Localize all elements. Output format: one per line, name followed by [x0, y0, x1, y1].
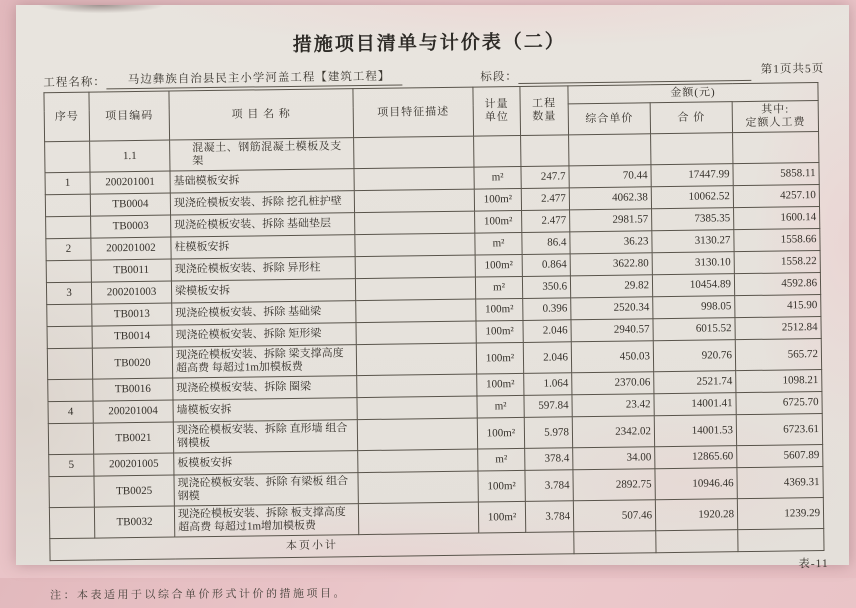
code-cell: 200201002	[91, 237, 171, 260]
name-cell: 梁模板安拆	[171, 279, 355, 303]
qty-cell: 86.4	[522, 232, 570, 255]
feature-cell	[356, 321, 476, 345]
qty-cell: 0.396	[523, 298, 571, 321]
seq-cell	[47, 304, 92, 327]
labor-cost-cell: 1558.66	[734, 229, 820, 252]
feature-cell	[357, 396, 477, 420]
table-body	[45, 132, 824, 561]
total-price-cell: 10062.52	[651, 186, 733, 209]
total-price-cell	[651, 133, 733, 165]
qty-cell: 3.784	[525, 501, 573, 533]
code-cell: 1.1	[90, 140, 170, 172]
name-cell: 板模板安拆	[174, 451, 358, 475]
name-cell: 现浇砼模板安装、拆除 直形墙 组合钢模板	[173, 420, 357, 453]
measures-pricing-table	[43, 82, 824, 561]
seq-cell: 4	[48, 401, 93, 424]
total-price-cell: 12865.60	[655, 446, 737, 469]
labor-cost-cell: 2512.84	[735, 317, 821, 340]
qty-cell: 3.784	[525, 470, 573, 502]
feature-cell	[358, 502, 478, 535]
labor-cost-cell: 1098.21	[736, 370, 822, 393]
feature-cell	[358, 449, 478, 473]
seq-cell	[47, 326, 92, 349]
name-cell: 现浇砼模板安装、拆除 有梁板 组合钢模	[174, 473, 358, 506]
unit-cell: 100m²	[476, 298, 523, 321]
below-table-area	[50, 555, 829, 605]
unit-price-cell: 34.00	[573, 447, 655, 470]
unit-cell: m²	[474, 166, 521, 189]
qty-cell: 247.7	[521, 166, 569, 189]
unit-cell: 100m²	[477, 417, 524, 449]
seq-cell	[48, 423, 93, 455]
total-price-cell: 3130.10	[652, 252, 734, 275]
name-cell: 现浇砼模板安装、拆除 异形柱	[171, 257, 355, 281]
total-price-cell: 10454.89	[652, 274, 734, 297]
total-price-cell: 998.05	[653, 296, 735, 319]
scanned-paper-sheet	[16, 5, 849, 602]
feature-cell	[357, 374, 477, 398]
name-cell: 现浇砼模板安装、拆除 基础垫层	[171, 213, 355, 237]
name-cell: 现浇砼模板安装、拆除 挖孔桩护壁	[170, 191, 354, 215]
bid-section-label: 标段：	[480, 70, 518, 84]
unit-cell: 100m²	[474, 188, 521, 211]
footnote: 注：本表适用于以综合单价形式计价的措施项目。	[50, 587, 348, 602]
unit-price-cell: 70.44	[569, 165, 651, 188]
code-cell: TB0032	[94, 506, 174, 538]
unit-price-cell: 3622.80	[570, 253, 652, 276]
header-unit: 计量 单位	[473, 86, 521, 136]
header-qty: 工程 数量	[520, 86, 569, 136]
code-cell: TB0003	[91, 215, 171, 238]
seq-cell	[49, 476, 94, 508]
name-cell: 柱模板安拆	[171, 235, 355, 259]
code-cell: TB0014	[92, 325, 172, 348]
code-cell: TB0021	[93, 422, 173, 454]
qty-cell: 0.864	[522, 254, 570, 277]
labor-cost-cell: 415.90	[735, 295, 821, 318]
total-price-cell: 1920.28	[655, 499, 737, 531]
code-cell: TB0013	[92, 303, 172, 326]
unit-cell: 100m²	[476, 342, 523, 374]
unit-price-cell: 2940.57	[571, 319, 653, 342]
unit-price-cell: 2342.02	[572, 416, 654, 448]
total-price-cell: 6015.52	[653, 318, 735, 341]
qty-cell: 597.84	[524, 395, 572, 418]
header-amount-group: 金额(元)	[568, 83, 818, 104]
total-price-cell: 7385.35	[652, 208, 734, 231]
name-cell: 现浇砼模板安装、拆除 板支撑高度超高费 每超过1m增加模板费	[174, 504, 358, 537]
name-cell: 现浇砼模板安装、拆除 梁支撑高度超高费 每超过1m加模板费	[172, 345, 356, 378]
total-price-cell: 14001.41	[654, 393, 736, 416]
seq-cell: 2	[46, 238, 91, 261]
name-cell: 现浇砼模板安装、拆除 基础梁	[172, 301, 356, 325]
feature-cell	[355, 277, 475, 301]
unit-price-cell	[569, 134, 651, 166]
project-name-value: 马边彝族自治县民主小学河盖工程【建筑工程】	[106, 68, 403, 90]
unit-cell: 100m²	[478, 470, 525, 502]
unit-cell: 100m²	[475, 210, 522, 233]
project-name-label: 工程名称：	[43, 76, 106, 90]
header-unit-price: 综合单价	[568, 103, 650, 135]
feature-cell	[354, 136, 474, 169]
page-title: 措施项目清单与计价表（二）	[292, 31, 566, 56]
feature-cell	[356, 299, 476, 323]
name-cell: 基础模板安拆	[170, 169, 354, 193]
unit-cell: 100m²	[477, 373, 524, 396]
code-cell: 200201001	[90, 171, 170, 194]
total-price-cell: 10946.46	[655, 468, 737, 500]
qty-cell	[521, 135, 569, 167]
labor-cost-cell: 5858.11	[733, 163, 819, 186]
qty-cell: 350.6	[522, 276, 570, 299]
seq-cell	[49, 507, 94, 539]
labor-cost-cell: 565.72	[735, 339, 821, 371]
qty-cell: 2.477	[521, 188, 569, 211]
feature-cell	[356, 343, 476, 376]
total-price-cell: 14001.53	[654, 415, 736, 447]
total-price-cell: 17447.99	[651, 164, 733, 187]
seq-cell	[47, 348, 92, 380]
total-price-cell: 2521.74	[654, 371, 736, 394]
seq-cell: 3	[46, 282, 91, 305]
header-code: 项目编码	[89, 91, 170, 141]
qty-cell: 2.046	[523, 320, 571, 343]
labor-cost-cell: 1600.14	[734, 207, 820, 230]
form-number: 表-11	[798, 557, 829, 571]
unit-price-cell: 23.42	[572, 394, 654, 417]
labor-cost-cell: 6723.61	[736, 414, 822, 446]
name-cell: 混凝土、钢筋混凝土模板及支架	[170, 138, 354, 171]
labor-cost-cell: 4369.31	[737, 467, 823, 499]
seq-cell	[45, 141, 90, 173]
qty-cell: 1.064	[524, 373, 572, 396]
total-price-cell: 3130.27	[652, 230, 734, 253]
unit-cell: m²	[475, 232, 522, 255]
feature-cell	[355, 233, 475, 257]
labor-cost-cell: 5607.89	[737, 445, 823, 468]
document-content	[12, 0, 852, 602]
feature-cell	[354, 189, 474, 213]
subtotal-unit-price-cell	[574, 531, 656, 554]
unit-cell: 100m²	[475, 254, 522, 277]
meta-spacer	[402, 84, 480, 85]
unit-price-cell: 507.46	[573, 500, 655, 532]
unit-price-cell: 29.82	[570, 275, 652, 298]
feature-cell	[354, 167, 474, 191]
seq-cell: 5	[49, 454, 94, 477]
code-cell: 200201004	[93, 400, 173, 423]
feature-cell	[355, 255, 475, 279]
unit-price-cell: 2370.06	[572, 372, 654, 395]
unit-cell: m²	[478, 448, 525, 471]
header-seq: 序号	[44, 92, 90, 142]
bid-section-blank-line	[518, 68, 751, 84]
name-cell: 现浇砼模板安装、拆除 矩形梁	[172, 323, 356, 347]
unit-cell: m²	[475, 276, 522, 299]
qty-cell: 5.978	[524, 417, 572, 449]
unit-price-cell: 36.23	[570, 231, 652, 254]
seq-cell	[48, 379, 93, 402]
labor-cost-cell: 1239.29	[737, 498, 823, 530]
code-cell: 200201005	[94, 453, 174, 476]
feature-cell	[357, 418, 477, 451]
unit-price-cell: 2520.34	[571, 297, 653, 320]
labor-cost-cell	[733, 132, 819, 164]
qty-cell: 2.477	[522, 210, 570, 233]
total-price-cell: 920.76	[653, 340, 735, 372]
unit-price-cell: 450.03	[571, 341, 653, 373]
code-cell: TB0016	[93, 378, 173, 401]
unit-price-cell: 2892.75	[573, 469, 655, 501]
page-indicator: 第1页共5页	[760, 62, 825, 76]
seq-cell	[45, 194, 90, 217]
header-labor-cost: 其中: 定额人工费	[732, 101, 818, 133]
qty-cell: 378.4	[525, 448, 573, 471]
header-total-price: 合 价	[650, 102, 732, 134]
unit-cell	[474, 135, 521, 167]
unit-price-cell: 4062.38	[569, 187, 651, 210]
labor-cost-cell: 4592.86	[734, 273, 820, 296]
code-cell: 200201003	[91, 281, 171, 304]
unit-cell: 100m²	[478, 501, 525, 533]
seq-cell	[46, 216, 91, 239]
unit-cell: m²	[477, 395, 524, 418]
labor-cost-cell: 6725.70	[736, 392, 822, 415]
code-cell: TB0004	[90, 193, 170, 216]
labor-cost-cell: 1558.22	[734, 251, 820, 274]
subtotal-labor-cost-cell	[738, 529, 824, 552]
labor-cost-cell: 4257.10	[733, 185, 819, 208]
code-cell: TB0025	[94, 475, 174, 507]
header-name: 项 目 名 称	[169, 89, 354, 140]
unit-cell: 100m²	[476, 320, 523, 343]
seq-cell: 1	[45, 172, 90, 195]
subtotal-total-price-cell	[656, 530, 738, 553]
name-cell: 现浇砼模板安装、拆除 圈梁	[173, 376, 357, 400]
feature-cell	[358, 471, 478, 504]
feature-cell	[355, 211, 475, 235]
name-cell: 墙模板安拆	[173, 398, 357, 422]
unit-price-cell: 2981.57	[570, 209, 652, 232]
code-cell: TB0020	[92, 347, 172, 379]
seq-cell	[46, 260, 91, 283]
code-cell: TB0011	[91, 259, 171, 282]
qty-cell: 2.046	[523, 342, 571, 374]
header-feature: 项目特征描述	[353, 87, 474, 138]
subtotal-label-cell: 本页小计	[50, 532, 574, 561]
